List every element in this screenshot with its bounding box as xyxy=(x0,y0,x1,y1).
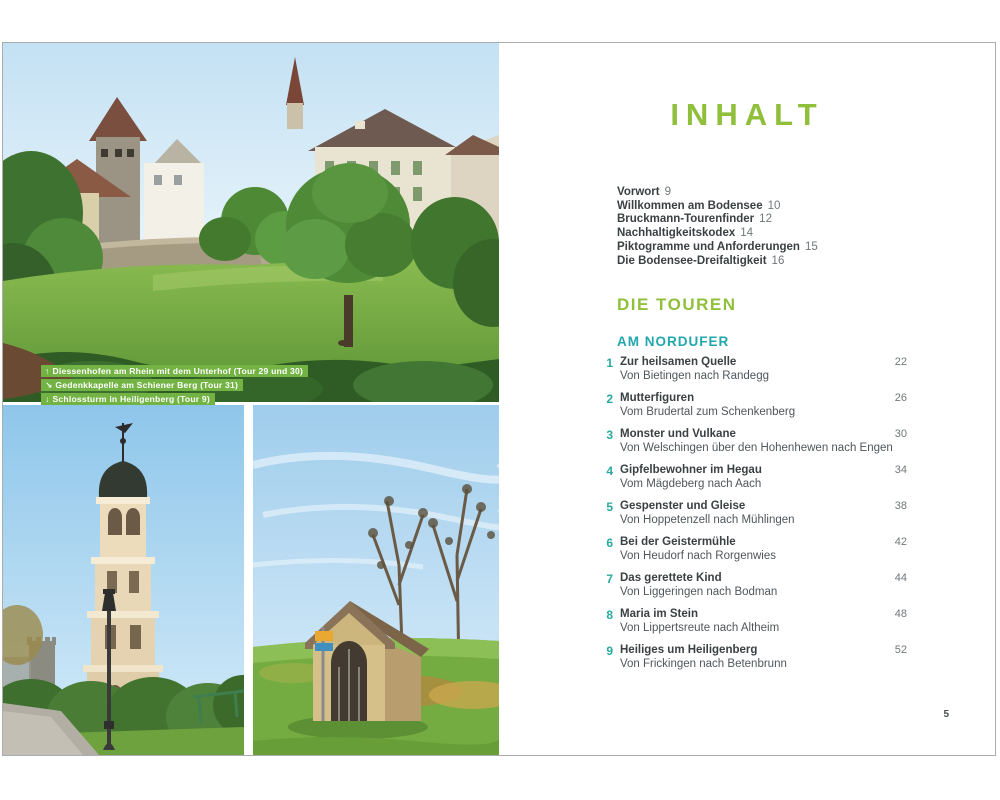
tour-subtitle: Von Liggeringen nach Bodman xyxy=(620,586,778,598)
toc-entry-label: Willkommen am Bodensee xyxy=(617,199,763,212)
tour-number: 8 xyxy=(606,608,613,622)
toc-entry-label: Piktogramme und Anforderungen xyxy=(617,240,800,253)
right-page xyxy=(499,43,995,755)
subsection-title-am-nordufer: AM NORDUFER xyxy=(617,334,730,349)
tour-page-number: 42 xyxy=(894,536,907,548)
tour-subtitle: Von Hoppetenzell nach Mühlingen xyxy=(620,514,795,526)
castle-scene-illustration xyxy=(3,43,499,402)
tour-page-number: 52 xyxy=(894,644,907,656)
toc-entry-label: Bruckmann-Tourenfinder xyxy=(617,213,755,226)
toc-entry-nachhaltigkeit xyxy=(617,227,818,241)
caption-text: Gedenkkapelle am Schiener Berg (Tour 31) xyxy=(55,380,239,390)
down-right-arrow-icon: ↘ xyxy=(45,380,53,390)
toc-entry-willkommen xyxy=(617,200,818,214)
tour-title: Bei der Geistermühle xyxy=(620,536,736,548)
toc-entry-dreifaltigkeit xyxy=(617,255,818,269)
toc-entry-page: 15 xyxy=(804,240,818,253)
tour-subtitle: Vom Mägdeberg nach Aach xyxy=(620,478,762,490)
toc-entry-vorwort xyxy=(617,186,818,200)
tour-list xyxy=(599,356,907,680)
caption-gedenkkapelle xyxy=(41,379,243,391)
tour-number: 5 xyxy=(606,500,613,514)
tour-subtitle: Von Welschingen über den Hohenhewen nach Engen xyxy=(620,442,893,454)
caption-schlossturm xyxy=(41,393,215,405)
tour-title: Mutterfiguren xyxy=(620,392,695,404)
tour-entry-7 xyxy=(599,572,907,608)
tour-number: 6 xyxy=(606,536,613,550)
tour-title: Monster und Vulkane xyxy=(620,428,736,440)
chapel-scene-illustration xyxy=(253,405,499,755)
diessenhofen-castle-photo xyxy=(3,43,499,402)
tour-subtitle: Von Lippertsreute nach Altheim xyxy=(620,622,780,634)
toc-entry-page: 10 xyxy=(767,199,781,212)
tour-number: 7 xyxy=(606,572,613,586)
folio-page-number: 5 xyxy=(943,709,949,720)
toc-entry-label: Nachhaltigkeitskodex xyxy=(617,227,736,240)
tour-page-number: 22 xyxy=(894,356,907,368)
book-spread xyxy=(2,42,996,756)
tour-entry-4 xyxy=(599,464,907,500)
tour-subtitle: Vom Brudertal zum Schenkenberg xyxy=(620,406,796,418)
toc-entry-page: 9 xyxy=(664,186,671,198)
front-matter-list xyxy=(617,186,818,268)
caption-text: Schlossturm in Heiligenberg (Tour 9) xyxy=(52,394,210,404)
down-arrow-icon: ↓ xyxy=(45,394,50,404)
tour-entry-2 xyxy=(599,392,907,428)
tour-number: 3 xyxy=(606,428,613,442)
page-title: INHALT xyxy=(670,97,824,132)
toc-entry-page: 16 xyxy=(771,254,785,267)
tour-title: Gespenster und Gleise xyxy=(620,500,746,512)
toc-entry-tourenfinder xyxy=(617,213,818,227)
toc-entry-piktogramme xyxy=(617,241,818,255)
tour-title: Das gerettete Kind xyxy=(620,572,722,584)
tour-entry-9 xyxy=(599,644,907,680)
up-arrow-icon: ↑ xyxy=(45,366,50,376)
tour-title: Gipfelbewohner im Hegau xyxy=(620,464,762,476)
toc-entry-page: 12 xyxy=(759,213,772,226)
tour-entry-6 xyxy=(599,536,907,572)
tour-page-number: 26 xyxy=(894,392,907,404)
tour-title: Heiliges um Heiligenberg xyxy=(620,644,758,656)
tour-title: Zur heilsamen Quelle xyxy=(620,356,737,368)
tour-number: 4 xyxy=(606,464,613,478)
tour-entry-8 xyxy=(599,608,907,644)
tour-number: 1 xyxy=(606,356,613,370)
tour-number: 2 xyxy=(606,392,613,406)
tour-subtitle: Von Frickingen nach Betenbrunn xyxy=(620,658,787,670)
tour-entry-5 xyxy=(599,500,907,536)
photo-captions xyxy=(41,365,308,405)
tour-entry-1 xyxy=(599,356,907,392)
tour-subtitle: Von Heudorf nach Rorgenwies xyxy=(620,550,776,562)
tour-page-number: 38 xyxy=(894,500,907,512)
caption-diessenhofen xyxy=(41,365,308,377)
schlossturm-heiligenberg-photo xyxy=(3,405,244,755)
tour-subtitle: Von Bietingen nach Randegg xyxy=(620,370,769,382)
tower-scene-illustration xyxy=(3,405,244,755)
toc-entry-page: 14 xyxy=(740,227,754,240)
toc-entry-label: Die Bodensee-Dreifaltigkeit xyxy=(617,254,767,267)
gedenkkapelle-photo xyxy=(253,405,499,755)
tour-title: Maria im Stein xyxy=(620,608,698,620)
tour-page-number: 30 xyxy=(894,428,907,440)
left-page xyxy=(3,43,499,755)
tour-page-number: 34 xyxy=(894,464,907,476)
tour-page-number: 44 xyxy=(894,572,907,584)
tour-page-number: 48 xyxy=(894,608,907,620)
tour-number: 9 xyxy=(606,644,613,658)
toc-entry-label: Vorwort xyxy=(617,186,660,198)
tour-entry-3 xyxy=(599,428,907,464)
caption-text: Diessenhofen am Rhein mit dem Unterhof (Tour 29 und 30) xyxy=(52,366,304,376)
section-title-die-touren: DIE TOUREN xyxy=(617,295,737,314)
